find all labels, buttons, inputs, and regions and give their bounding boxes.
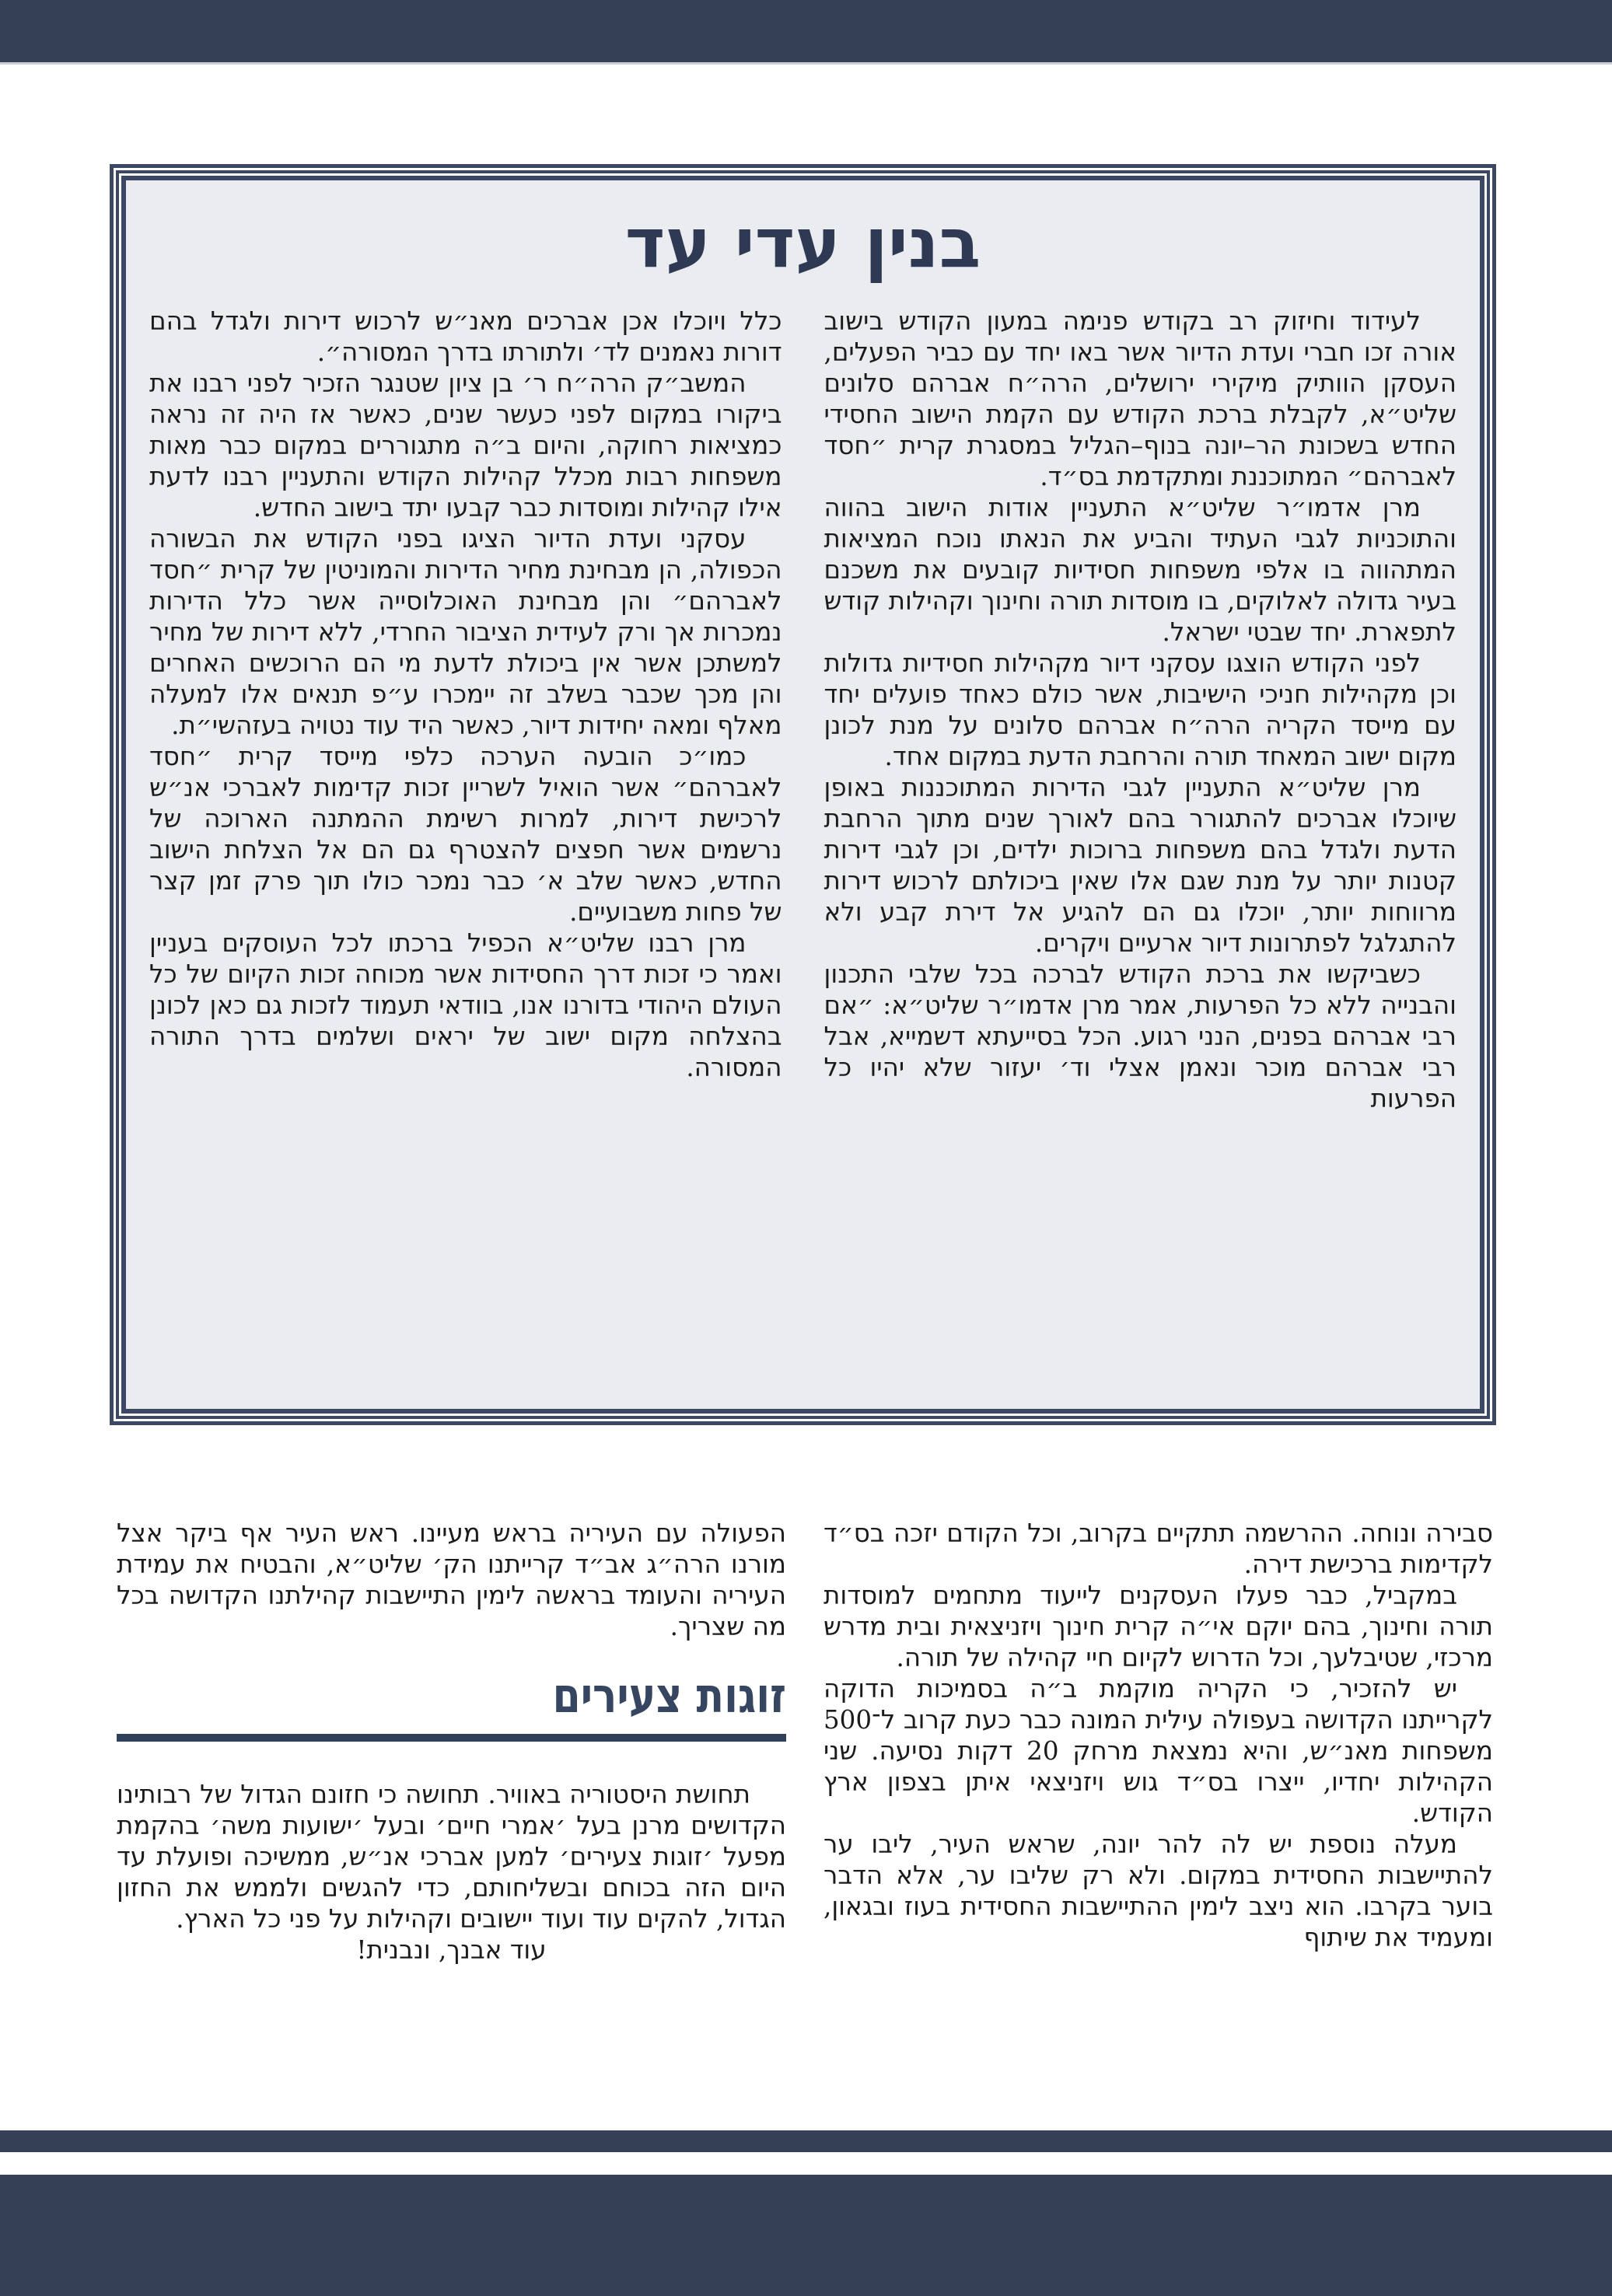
paragraph: כלל ויוכלו אכן אברכים מאנ״ש לרכוש דירות ולגדל בהם דורות נאמנים לד׳ ולתורתו בדרך המסורה״. <box>149 306 782 368</box>
paragraph: לעידוד וחיזוק רב בקודש פנימה במעון הקודש בישוב אורה זכו חברי ועדת הדיור אשר באו יחד עם כביר הפעלים, העסקן הוותיק מיקירי ירושלים, הרה״ח אברהם סלונים שליט״א, לקבלת ברכת הקודש עם הקמת הישוב החסידי החדש בשכונת הר–יונה בנוף–הגליל במסגרת קרית ״חסד לאברהם״ המתוכננת ומתקדמת בס״ד. <box>823 306 1456 492</box>
section-column-left <box>117 1518 786 1966</box>
paragraph: המשב״ק הרה״ח ר׳ בן ציון שטנגר הזכיר לפני רבנו את ביקורו במקום לפני כעשר שנים, כאשר אז היה זה נראה כמציאות רחוקה, והיום ב״ה מתגוררים במקום כבר מאות משפחות רבות מכלל קהילות הקודש והתעניין רבנו לדעת אילו קהילות ומוסדות כבר קבעו יתד בישוב החדש. <box>149 369 782 523</box>
paragraph: מרן שליט״א התעניין לגבי הדירות המתוכננות באופן שיוכלו אברכים להתגורר בהם לאורך שנים מתוך הרחבת הדעת ולגדל בהם משפחות ברוכות ילדים, וכן לגבי דירות קטנות יותר על מנת שגם אלו שאין ביכולתם לרכוש דירות מרווחות יותר, יוכלו גם הם להגיע אל דירת קבע ולא להתגלגל לפתרונות דיור ארעיים ויקרים. <box>823 773 1456 959</box>
section-column-right <box>823 1518 1493 1966</box>
lower-section <box>117 1518 1493 1966</box>
paragraph: מרן אדמו״ר שליט״א התעניין אודות הישוב בהווה והתוכניות לגבי העתיד והביע את הנאתו נוכח המציאות המתהווה בו אלפי משפחות חסידיות קובעים את משכנם בעיר גדולה לאלוקים, בו מוסדות תורה וחינוך וקהילות קודש לתפארת. יחד שבטי ישראל. <box>823 493 1456 648</box>
article-column-right <box>824 306 1457 1114</box>
article-frame-middle-rule <box>116 170 1490 1419</box>
section-heading-block <box>117 1667 786 1742</box>
article-box <box>121 176 1484 1414</box>
section-left-body <box>117 1779 786 1966</box>
paragraph: כמו״כ הובעה הערכה כלפי מייסד קרית ״חסד לאברהם״ אשר הואיל לשריין זכות קדימות לאברכי אנ״ש לרכישת דירות, למרות רשימת ההמתנה הארוכה של נרשמים אשר חפצים להצטרף גם הם אל הצלחת הישוב החדש, כאשר שלב א׳ כבר נמכר כולו תוך פרק זמן קצר של פחות משבועיים. <box>149 742 782 928</box>
footer-accent-block <box>0 2175 1612 2296</box>
article-frame <box>110 164 1496 1425</box>
paragraph: סבירה ונוחה. ההרשמה תתקיים בקרוב, וכל הקודם יזכה בס״ד לקדימות ברכישת דירה. <box>823 1518 1493 1579</box>
article-columns <box>149 306 1456 1114</box>
paragraph: תחושת היסטוריה באוויר. תחושה כי חזונם הגדול של רבותינו הקדושים מרנן בעל ׳אמרי חיים׳ ובעל ׳ישועות משה׳ בהקמת מפעל ׳זוגות צעירים׳ למען אברכי אנ״ש, ממשיכה ופועלת עד היום הזה בכוחם ובשליחותם, כדי להגשים ולממש את החזון הגדול, להקים עוד ועוד יישובים וקהילות על פני כל הארץ. <box>117 1780 786 1934</box>
paragraph: מעלה נוספת יש לה להר יונה, שראש העיר, ליבו ער להתיישבות החסידית במקום. ולא רק שליבו ער, אלא הדבר בוער בקרבו. הוא ניצב לימין ההתיישבות החסידית בעוז ובגאון, ומעמיד את שיתוף <box>823 1829 1493 1952</box>
heading-rule-divider <box>117 1734 786 1742</box>
paragraph: יש להזכיר, כי הקריה מוקמת ב״ה בסמיכות הדוקה לקרייתנו הקדושה בעפולה עילית המונה כבר כעת קרוב ל־500 משפחות מאנ״ש, והיא נמצאת מרחק 20 דקות נסיעה. שני הקהילות יחדיו, ייצרו בס״ד גוש ויזניצאי איתן בצפון ארץ הקודש. <box>823 1674 1494 1828</box>
paragraph: במקביל, כבר פעלו העסקנים לייעוד מתחמים למוסדות תורה וחינוך, בהם יוקם אי״ה קרית חינוך ויזניצאית ובית מדרש מרכזי, שטיבלעך, וכל הדרוש לקיום חיי קהילה של תורה. <box>823 1581 1493 1672</box>
paragraph: הפעולה עם העיריה בראש מעיינו. ראש העיר אף ביקר אצל מורנו הרה״ג אב״ד קרייתנו הק׳ שליט״א, והבטיח את עמידת העיריה והעומד בראשה לימין התיישבות קהילתנו הקדושה בכל מה שצריך. <box>117 1518 786 1641</box>
paragraph: כשביקשו את ברכת הקודש לברכה בכל שלבי התכנון והבנייה ללא כל הפרעות, אמר מרן אדמו״ר שליט״א: ״אם רבי אברהם בפנים, הנני רגוע. הכל בסייעתא דשמייא, אבל רבי אברהם מוכר ונאמן אצלי וד׳ יעזור שלא יהיו כל הפרעות <box>823 959 1456 1114</box>
article-column-left <box>149 306 782 1114</box>
paragraph: לפני הקודש הוצגו עסקני דיור מקהילות חסידיות גדולות וכן מקהילות חניכי הישיבות, אשר כולם כאחד פועלים יחד עם מייסד הקריה הרה״ח אברהם סלונים על מנת לכונן מקום ישוב המאחד תורה והרחבת הדעת במקום אחד. <box>823 648 1456 772</box>
top-accent-bar <box>0 0 1612 65</box>
footer-stripe-bar <box>0 2130 1612 2152</box>
paragraph: מרן רבנו שליט״א הכפיל ברכתו לכל העוסקים בעניין ואמר כי זכות דרך החסידות אשר מכוחה זכות הקיום של כל העולם היהודי בדורנו אנו, בוודאי תעמוד לזכות גם כאן לכונן בהצלחה מקום ישוב של יראים ושלמים בדרך התורה המסורה. <box>149 928 782 1083</box>
section-left-intro <box>117 1518 786 1642</box>
paragraph: עסקני ועדת הדיור הציגו בפני הקודש את הבשורה הכפולה, הן מבחינת מחיר הדירות והמוניטין של קרית ״חסד לאברהם״ והן מבחינת האוכלוסייה אשר כלל הדירות נמכרות אך ורק לעידית הציבור החרדי, ללא דירות של מחיר למשתכן אשר אין ביכולת לדעת מי הם הרוכשים האחרים והן מכך שכבר בשלב זה יימכרו ע״פ תנאים אלו למעלה מאלף ומאה יחידות דיור, כאשר היד עוד נטויה בעזהשי״ת. <box>149 524 782 741</box>
article-title: בנין עדי עד <box>624 203 981 283</box>
section-heading: זוגות צעירים <box>552 1667 786 1724</box>
paragraph: עוד אבנך, ונבנית! <box>356 1935 547 1965</box>
